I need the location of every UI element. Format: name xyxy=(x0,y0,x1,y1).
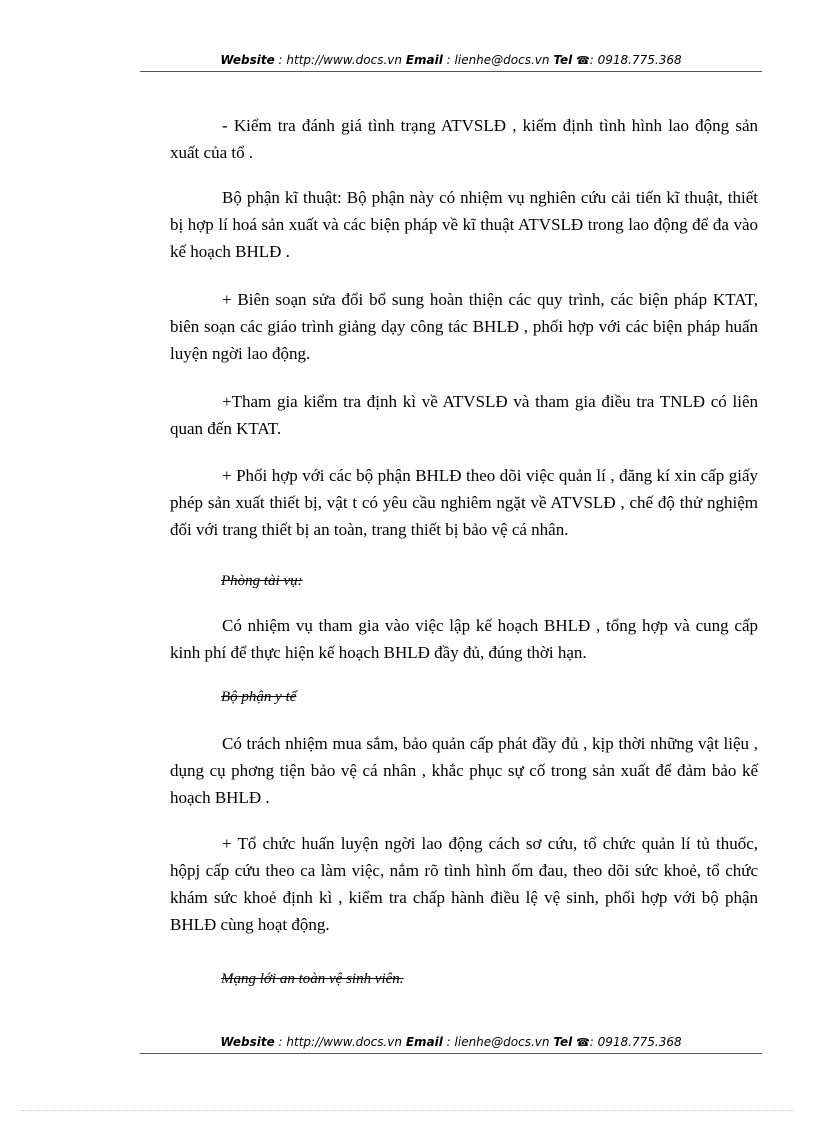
phone-icon: ☎ xyxy=(576,54,590,67)
paragraph-4: +Tham gia kiểm tra định kì về ATVSLĐ và tham gia điều tra TNLĐ có liên quan đến KTAT. xyxy=(170,392,758,438)
header-tel-label: Tel xyxy=(553,53,573,67)
page-footer xyxy=(140,1032,762,1054)
paragraph-6: Có nhiệm vụ tham gia vào việc lập kế hoạch BHLĐ , tổng hợp và cung cấp kinh phí để thực hiện kế hoạch BHLĐ đầy đủ, đúng thời hạn. xyxy=(170,616,758,662)
footer-website-label: Website xyxy=(220,1035,275,1049)
header-rule xyxy=(140,71,762,72)
footer-tel-value: : 0918.775.368 xyxy=(589,1035,682,1049)
section-heading-medical: Bộ phận y tế xyxy=(221,689,297,705)
paragraph-1: - Kiểm tra đánh giá tình trạng ATVSLĐ , kiểm định tình hình lao động sản xuất của tổ . xyxy=(170,116,758,162)
footer-email-label: Email xyxy=(405,1035,443,1049)
phone-icon: ☎ xyxy=(576,1036,590,1049)
paragraph-2: Bộ phận kĩ thuật: Bộ phận này có nhiệm vụ nghiên cứu cải tiến kĩ thuật, thiết bị hợp lí hoá sản xuất và các biện pháp về kĩ thuật ATVSLĐ trong lao động để đa vào kế hoạch BHLĐ . xyxy=(170,188,758,261)
paragraph-7: Có trách nhiệm mua sắm, bảo quản cấp phát đầy đủ , kịp thời những vật liệu , dụng cụ phơng tiện bảo vệ cá nhân , khắc phục sự cố trong sản xuất để đảm bảo kế hoạch BHLĐ . xyxy=(170,734,758,807)
paragraph-3: + Biên soạn sửa đổi bổ sung hoàn thiện các quy trình, các biện pháp KTAT, biên soạn các giáo trình giảng dạy công tác BHLĐ , phối hợp với các biện pháp huấn luyện ngời lao động. xyxy=(170,290,758,363)
header-email-value[interactable]: : lienhe@docs.vn xyxy=(446,53,550,67)
header-tel-value: : 0918.775.368 xyxy=(589,53,682,67)
header-email-label: Email xyxy=(405,53,443,67)
header-website-url[interactable]: : http://www.docs.vn xyxy=(278,53,402,67)
page-edge-divider xyxy=(22,1110,794,1111)
paragraph-8: + Tổ chức huấn luyện ngời lao động cách sơ cứu, tổ chức quản lí tủ thuốc, hộpj cấp cứu theo ca làm việc, nắm rõ tình hình ốm đau, theo dõi sức khoẻ, tổ chức khám sức khoẻ định kì , kiểm tra chấp hành điều lệ vệ sinh, phối hợp với bộ phận BHLĐ cùng hoạt động. xyxy=(170,834,758,934)
section-heading-finance: Phòng tài vụ: xyxy=(221,573,303,589)
footer-website-url[interactable]: : http://www.docs.vn xyxy=(278,1035,402,1049)
paragraph-5: + Phối hợp với các bộ phận BHLĐ theo dõi việc quản lí , đăng kí xin cấp giấy phép sản xuất thiết bị, vật t có yêu cầu nghiêm ngặt về ATVSLĐ , chế độ thử nghiệm đối với trang thiết bị an toàn, trang thiết bị bảo vệ cá nhân. xyxy=(170,466,758,539)
section-heading-safety-network: Mạng lới an toàn vệ sinh viên. xyxy=(221,971,404,987)
footer-tel-label: Tel xyxy=(553,1035,573,1049)
footer-rule xyxy=(140,1053,762,1054)
header-website-label: Website xyxy=(220,53,275,67)
page-header xyxy=(140,50,762,72)
footer-email-value[interactable]: : lienhe@docs.vn xyxy=(446,1035,550,1049)
